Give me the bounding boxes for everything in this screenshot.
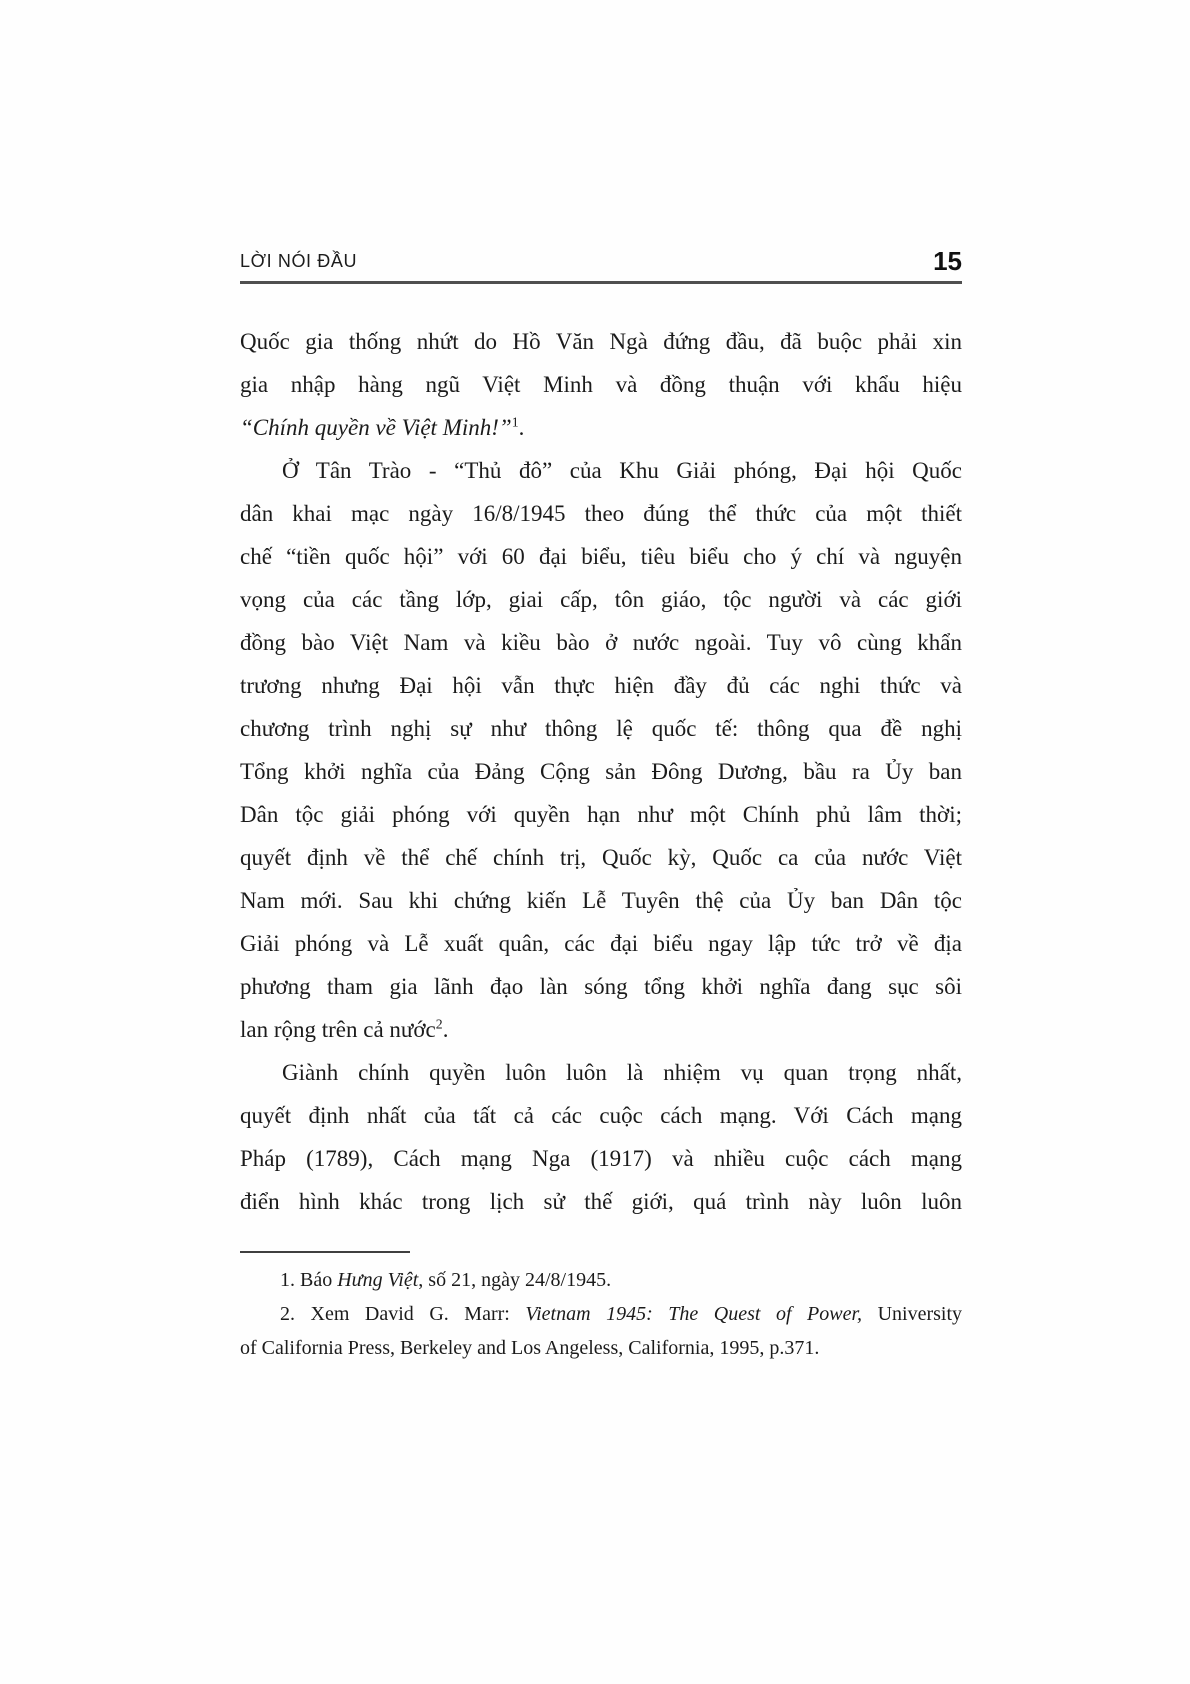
text-segment: Ở Tân Trào - “Thủ đô” của Khu Giải phóng, Đại hội Quốc (282, 458, 962, 483)
text-segment: of California Press, Berkeley and Los Angeless, California, 1995, p.371. (240, 1337, 820, 1359)
text-segment: Dân tộc giải phóng với quyền hạn như một Chính phủ lâm thời; (240, 802, 962, 827)
text-line (240, 406, 962, 449)
text-line (240, 836, 962, 879)
text-line (240, 750, 962, 793)
text-line (240, 922, 962, 965)
text-segment: 2. Xem David G. Marr: (280, 1303, 526, 1325)
text-segment: Giải phóng và Lễ xuất quân, các đại biểu ngay lập tức trở về địa (240, 931, 962, 956)
footnote-reference-superscript: 2 (435, 1016, 443, 1032)
text-segment: lan rộng trên cả nước (240, 1017, 436, 1042)
text-line (240, 1008, 962, 1051)
text-segment: dân khai mạc ngày 16/8/1945 theo đúng thể thức của một thiết (240, 501, 962, 526)
footnote (240, 1263, 962, 1297)
text-line (240, 1137, 962, 1180)
running-header (240, 246, 962, 284)
text-segment: Pháp (1789), Cách mạng Nga (1917) và nhiều cuộc cách mạng (240, 1146, 962, 1171)
text-line (240, 664, 962, 707)
text-line (240, 707, 962, 750)
text-segment: phương tham gia lãnh đạo làn sóng tổng khởi nghĩa đang sục sôi (240, 974, 962, 999)
body-text (240, 320, 962, 1223)
footnotes (240, 1263, 962, 1365)
running-title: LỜI NÓI ĐẦU (240, 251, 358, 271)
text-line (240, 1094, 962, 1137)
text-segment: quyết định về thể chế chính trị, Quốc kỳ, Quốc ca của nước Việt (240, 845, 962, 870)
text-segment: vọng của các tầng lớp, giai cấp, tôn giáo, tộc người và các giới (240, 587, 962, 612)
paragraph (240, 1051, 962, 1223)
text-line (240, 363, 962, 406)
text-line (240, 965, 962, 1008)
text-segment: quyết định nhất của tất cả các cuộc cách mạng. Với Cách mạng (240, 1103, 962, 1128)
page-number: 15 (933, 246, 962, 276)
text-segment: Quốc gia thống nhứt do Hồ Văn Ngà đứng đầu, đã buộc phải xin (240, 329, 962, 354)
text-segment: trương nhưng Đại hội vẫn thực hiện đầy đủ các nghi thức và (240, 673, 962, 698)
text-segment: . (518, 415, 525, 440)
text-line (240, 1180, 962, 1223)
text-line (240, 320, 962, 363)
text-segment: gia nhập hàng ngũ Việt Minh và đồng thuận với khẩu hiệu (240, 372, 962, 397)
text-segment: 1. Báo (280, 1269, 338, 1291)
text-segment: , số 21, ngày 24/8/1945. (418, 1269, 612, 1291)
text-segment: Tổng khởi nghĩa của Đảng Cộng sản Đông Dương, bầu ra Ủy ban (240, 759, 962, 784)
text-segment: Vietnam 1945: The Quest of Power, (525, 1303, 863, 1325)
text-segment: đồng bào Việt Nam và kiều bào ở nước ngoài. Tuy vô cùng khẩn (240, 630, 962, 655)
footnote-line (240, 1263, 962, 1297)
paragraph (240, 449, 962, 1051)
text-line (240, 535, 962, 578)
text-segment: chế “tiền quốc hội” với 60 đại biểu, tiêu biểu cho ý chí và nguyện (240, 544, 962, 569)
text-line (240, 621, 962, 664)
text-segment: . (442, 1017, 449, 1042)
footnote-line (240, 1297, 962, 1331)
text-line (240, 793, 962, 836)
text-line (240, 449, 962, 492)
footnote-reference-superscript: 1 (511, 414, 519, 430)
text-segment: University (862, 1303, 963, 1325)
paragraph (240, 320, 962, 449)
footnote (240, 1297, 962, 1365)
page-content (240, 246, 963, 1365)
text-line (240, 492, 962, 535)
text-segment: “Chính quyền về Việt Minh!” (240, 415, 512, 440)
text-line (240, 879, 962, 922)
footnote-line (240, 1331, 962, 1365)
text-segment: điển hình khác trong lịch sử thế giới, quá trình này luôn luôn (240, 1189, 962, 1214)
text-segment: Hưng Việt (337, 1269, 419, 1291)
text-segment: chương trình nghị sự như thông lệ quốc tế: thông qua đề nghị (240, 716, 962, 741)
text-segment: Giành chính quyền luôn luôn là nhiệm vụ quan trọng nhất, (282, 1060, 962, 1085)
text-segment: Nam mới. Sau khi chứng kiến Lễ Tuyên thệ của Ủy ban Dân tộc (240, 888, 962, 913)
text-line (240, 1051, 962, 1094)
text-line (240, 578, 962, 621)
footnote-separator (240, 1251, 410, 1253)
